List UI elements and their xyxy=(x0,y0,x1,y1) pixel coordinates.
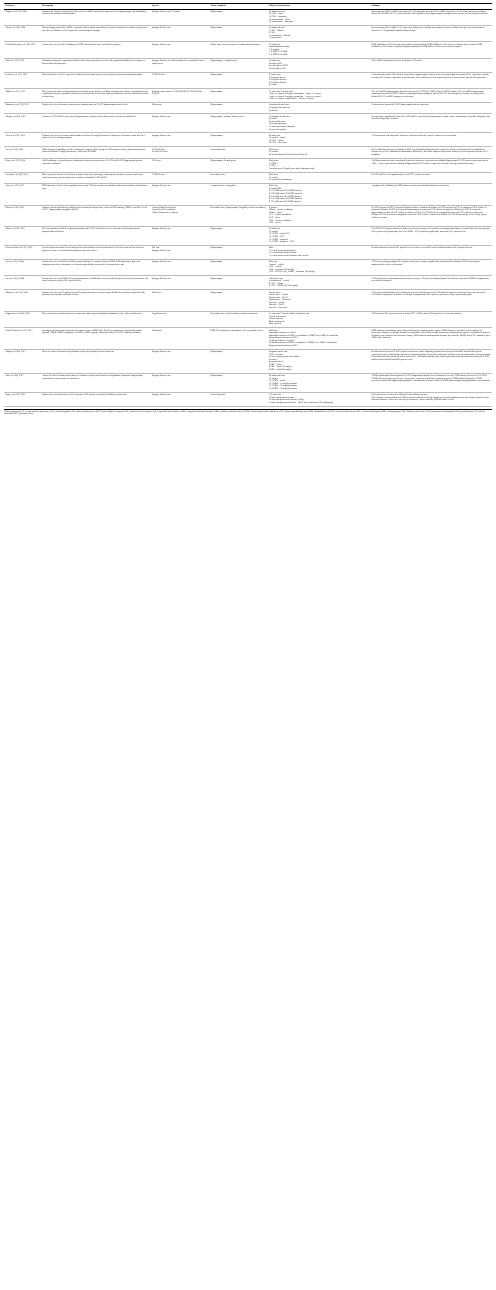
species-cell: Wistar rats xyxy=(150,328,209,350)
description-cell: DHK blockade of Glt-1 in the amygdala assessed by ICSS for an index of anhedonia and anxious behavior and behavior tests xyxy=(41,184,151,206)
subjects-cell: 6 groups: Wistar + control conditions Wistar + stress CLF + control conditions CLF + stress CHF + control conditions CHF + stress xyxy=(267,205,369,227)
reference-cell: Zhu et al. [46], 2017 xyxy=(4,373,41,392)
description-cell: Effect of icariin on behavior and glutamate system in prenatally stressed male rats xyxy=(41,349,151,373)
findings-cell: Prenatal stress significantly reduced EAAT2 mRNA expression in hippocampus, frontal cortex, and striatum of juvenile offspring, with associated depressive behavior xyxy=(370,114,492,133)
findings-cell: Social isolation decreased Glt-1 protein levels; exercise reversed the social isolation-induced Glt-1 protein decrease xyxy=(370,245,492,259)
species-cell: Long-Evans rats xyxy=(150,311,209,327)
reference-cell: Rappeneau et al. [40], 2016 xyxy=(4,311,41,327)
table-row xyxy=(4,184,492,206)
findings-cell: EAAT2 mRNA levels significantly lower in PFC of depressed mice xyxy=(370,172,492,183)
tissue-cell: Lateral habenula xyxy=(209,392,268,406)
tissue-cell: Hippocampus xyxy=(209,227,268,246)
species-cell: FSL rats Sprague-Dawley rats xyxy=(150,245,209,259)
table-row xyxy=(4,72,492,88)
tissue-cell: Hippocampus xyxy=(209,72,268,88)
description-cell: Mice exposed to chronic social defeat to induce depressive phenotype, subsequent evaluation of sucrose preference, social interaction, and prefrontal cortex markers including EAAT2 mRNA xyxy=(41,172,151,183)
description-cell: AQP4 wild-type vs. knockout mice administered chronic corticosterone; EAAT1 and EAAT2 hippocampal protein expression evaluated xyxy=(41,158,151,172)
reference-cell: Gourley et al. [22], 2012 xyxy=(4,72,41,88)
description-cell: Examine EAAT2 mRNA expression in hippocampus, striatum, and frontal cortex of rat after prenatal stress xyxy=(41,114,151,133)
tissue-cell: Hippocampus xyxy=(209,259,268,275)
reference-cell: Gómez-Galán et al. [32], 2016 xyxy=(4,245,41,259)
findings-cell: CUS decreased hippocampal Glt-1 protein expression; ketamine significantly attenuated this reduction; K252a pretreatment antagonized the effects of ketamine xyxy=(370,259,492,275)
table-row xyxy=(4,114,492,133)
table-row xyxy=(4,373,492,392)
subjects-cell: Adult male rats: 8 nonstressed + vehicle 8 CUS + vehicle 8 CUS + GEBR-7b (0.05 mg/kg) xyxy=(267,276,369,290)
tissue-cell: Hippocampus xyxy=(209,245,268,259)
table-row xyxy=(4,133,492,147)
header-tissue: Tissue examined xyxy=(209,4,268,10)
species-cell: Carioca High-Freezing rats Carioca Low-Freezing rats Albino Wistar rats as controls xyxy=(150,205,209,227)
findings-cell: CUS associated with depressive behaviors, and decreased Glt-1 protein; fluoxetine reversed both xyxy=(370,133,492,147)
findings-cell: CSDS reduced Glt-1 protein levels in female PFC; CSDS reduced Glt-1 protein levels in male striatum xyxy=(370,311,492,327)
tissue-cell: Central nucleus of amygdala xyxy=(209,184,268,206)
species-cell: Sprague-Dawley rats xyxy=(150,133,209,147)
findings-cell: Prenatal stress decreased EAAT2 protein expression in male offspring; prenatal stress increased mGluR1 and mGluR5 protein expression in male offspring; prenatal stress offspring displayed decreased exploratory behavior, increased immobility, chronic prenatal icariin administration increased sucrose preference, reduced immobility time; chronic prenatal icariin administration increased EAAT2, and decreased mGluR1/mGluR5 protein levels xyxy=(370,349,492,373)
species-cell: C57BL/6 mice xyxy=(150,172,209,183)
table-row xyxy=(4,328,492,350)
table-row xyxy=(4,58,492,72)
findings-cell: CUS increased immobility in tail suspension test; zinc chloride prevented CUS-induced depressive behavior; fluoxetine prevented CUS-induced depressive behavior; no changes in hippocampal Glt-1 protein expression in any experimental group xyxy=(370,290,492,312)
species-cell: CD1 mice xyxy=(150,158,209,172)
subjects-cell: 112 male rats: 10 days intraperitoneal saline 10 days intraperitoneal ethanol (2 g/kg) 10 days intraperitoneal ethanol + last 3 days ceftriaxone (200 mg/kg/day) xyxy=(267,392,369,406)
subjects-cell: Male rats: Infralimbic infusion of vehicle Infralimbic infusion of DHK or veratridine or NBQX or α-AMPA or cilobrosin Intraperitoneal infusion of pCPA Prelimbic infusion of vehicle Prelimbic infusion of DHK or veratridine or NBQX or α-AMPA or cilobrosin Intraperitoneal infusion of pCPA xyxy=(267,328,369,350)
description-cell: Examine the effect of Glt-1 inhibition by DHK on behavioral tests of mood and cognition xyxy=(41,42,151,58)
table-row xyxy=(4,25,492,41)
species-cell: Sprague-Dawley rats xyxy=(150,392,209,406)
reference-cell: John et al. [33], 2015 xyxy=(4,184,41,206)
subjects-cell: 30 adult male rats: 7 CRS + lithium 9 CRS 7 unrestrained + lithium 7 unrestrained xyxy=(267,25,369,41)
subjects-cell: Male mice: 5 AQP4+/+ 5 AQP−/− Corticosterone 20 mg/kg once daily subcutaneously xyxy=(267,158,369,172)
reference-cell: Cui et al. [30], 2014 xyxy=(4,147,41,158)
table-row xyxy=(4,349,492,373)
tissue-cell: Hippocampus xyxy=(209,349,268,373)
tissue-cell: Hippocampus, striatum, frontal cortex xyxy=(209,114,268,133)
description-cell: Effect of riluzole on Glt-1 expression and behavior in rodent acute stress and chronic corticosteroid administration xyxy=(41,72,151,88)
species-cell: C57BL/6 mice xyxy=(150,72,209,88)
description-cell: Glutamate transporter expression in behaviorally characterized lines of rats with congenital liability to or resistance to stress-induced helplessness xyxy=(41,58,151,72)
findings-cell: Glt-1 protein levels reduced in LHb of alcohol-withdrawal rats; Glt-1 protein levels normalized in LHb of alcohol-withdrawal rats by ceftriaxone; alcohol-withdrawal rats have higher depressive and anxious behaviors – these are reversed by ceftriaxone, and reversed by DHK blockade of Glt-1 xyxy=(370,392,492,406)
subjects-cell: 18 male rats: 6 helpless cLH 6 non-helpless cNLH 6 not-helpless cLH xyxy=(267,58,369,72)
tissue-cell: Hippocampus xyxy=(209,373,268,392)
subjects-cell: Female mice: Nonstressed + vehicle Nonstressed + ZnCl2 Nonstressed + fluoxetine Stressed + vehicle Stressed + ZnCl2 Stressed + fluoxetine xyxy=(267,290,369,312)
subjects-cell: 3-month-old male rats: 10 mg/kg corticosterone 6 placebo xyxy=(267,103,369,114)
reference-cell: Chen et al. [29], 2014 xyxy=(4,133,41,147)
findings-cell: AQP4 knockout mice had exacerbated depressive behaviors; corticosterone inhibited hippocampal EAAT2 protein expression only in AQP−/− mice; corticosterone inhibited hippocampal EAAT1 protein expression in both wild-type and knockout mice xyxy=(370,158,492,172)
subjects-cell: Pregnant female rats: CRS vs. control 2 male offspring from each mother: 8 control 8 prenatal stress 8 PRS + saline 8 PRS + icariin 20 mg/kg 8 PRS + icariin 40 mg/kg xyxy=(267,349,369,373)
findings-cell: SLC1A2 mRNA hippocampal expression decreased in C57BL/6J, 129S1/SvImJ, FVB/NJ strains; SLC1A2 mRNA hippocampal expression increased in DBA/2J strain; escitalopram and nortriptyline altered SLC1A2 in strain-specific manner, reversing stress-induced SLC1A2 mRNA changes in each strain xyxy=(370,89,492,103)
species-cell: Swiss mice xyxy=(150,290,209,312)
reference-cell: Mancino et al. [38], 2016 xyxy=(4,290,41,312)
subjects-cell: 72 male and 72 female mice: Acute vs. chronic 4 mg/kg escitalopram + stress vs. control Acute vs. chronic 5 mg/kg nortriptyline + stress vs. control Acute vs. chronic control saline + stress vs. control xyxy=(267,89,369,103)
species-cell: Sprague-Dawley rats xyxy=(150,184,209,206)
tissue-cell: Hippocampus xyxy=(209,89,268,103)
description-cell: Effect of propofol and ECS on glutamate uptake and EAAT1/2 protein levels, in rats depressed through chronic unpredictable mild stress xyxy=(41,227,151,246)
species-cell: Sprague-Dawley rats xyxy=(150,373,209,392)
reference-cell: Zhang et al. [44], 2017 xyxy=(4,349,41,373)
description-cell: Evaluate the effects of chronic unpredictable stress and 10 mg/kg fluoxetine on depressive behaviors in rats and Glt-1 protein levels in rat hippocampus xyxy=(41,133,151,147)
table-row xyxy=(4,311,492,327)
tissue-cell: Hippocampus, occipital cortex xyxy=(209,58,268,72)
reference-cell: Bauque et al. [25], 2004 xyxy=(4,9,41,25)
description-cell: Examine the effect of GEBR-7b (a phosphodiesterase 4D inhibitor) on chronically stressed rats in sucrose preference and forced swim test, and by Glt-1 protein levels xyxy=(41,276,151,290)
reference-cell: Malki et al. [37], 2012 xyxy=(4,89,41,103)
table-row xyxy=(4,103,492,114)
table-row xyxy=(4,392,492,406)
table-row xyxy=(4,42,492,58)
table-row xyxy=(4,89,492,103)
reference-cell: Bŕus et al. [41], 2015 xyxy=(4,205,41,227)
subjects-cell: 72 adult rats; Immunohistochemistry: 7–8 control 7–8 DHK 25.0 nM/d 7–8 DHK 50.0 nM/d xyxy=(267,42,369,58)
subjects-cell: 28 male mice: 6 6 μg/mL riluzole 6 30 μg/mL riluzole 6 60 μg/mL riluzole 6 control xyxy=(267,72,369,88)
findings-cell: GLAST/EAAT1 protein showed no difference between groups; Glt-1 protein was significantly higher in control than other four groups; Glt-1 protein was significantly lower in CUMS + ECS; propofol significantly increased Glt-1 protein levels xyxy=(370,227,492,246)
reference-cell: Zhou et al. [45], 2015 xyxy=(4,227,41,246)
table-body xyxy=(4,9,492,406)
table-footnote: AQP4, aquaporin-4; CA3, cornu ammonis subregion 3; CEA, central amygdala; CRS, chronic restraint stress; CHF, Carioca High-Freezing rats; CLF, Carioca Low-Freezing rats; cLH, congenital learned helpless; cNLH, congenital not-learned helpless; CSDS, chronic social defeat stress; CUMS, chronic unpredictable mild stress; CUS, chronic unpredictable stress; DHK, dihydrokainic acid; ECS, electroconvulsive shock; EEG, electroencephalogram; EMG, electromyogram; FSL, Flinders sensitive line; ICSS, intracranial self-stimulation; LHb, lateral habenula; NA, nucleus accumbens; PFC, prefrontal cortex. xyxy=(4,409,492,416)
tissue-cell: Prefrontal cortex xyxy=(209,172,268,183)
findings-cell: Stress increased Glt-1 mRNA CA3 expression; lithium prevents this stress-induced increase; lithium also prevents stress-induced decrease in CA3 pyramidal apical dendritic length xyxy=(370,25,492,41)
header-findings: Findings xyxy=(370,4,492,10)
table-row xyxy=(4,259,492,275)
tissue-cell: Hippocampus xyxy=(209,9,268,25)
reference-cell: Martisova et al. [39], 2012 xyxy=(4,103,41,114)
header-reference: Reference xyxy=(4,4,41,10)
subjects-cell: Male mice: 15 control 30 social defeat paradigm xyxy=(267,172,369,183)
table-row xyxy=(4,147,492,158)
description-cell: Assess the effect of subanesthetic doses of ketamine on depressed behavior and glutamate transporter hippocampal expression in a stress model of depression xyxy=(41,373,151,392)
tissue-cell: Prefrontal cortex, dorsal striatum, nucleus accumbens xyxy=(209,311,268,327)
studies-table xyxy=(4,3,492,407)
reference-cell: Zhang et al. [43], 2013 xyxy=(4,114,41,133)
findings-cell: Glt-1 inhibition increased excitability in LHb; Glt-1 inhibition displayed more depressive behavior and increased susceptibility to chronic stress; Glt-1 inhibition led disinhibited REM sleep; fluoxetine improved depressive behavior on tail suspension despite Glt-1 inhibition xyxy=(370,147,492,158)
findings-cell: Corticosterone increased EAAT2 hippocampal protein expression xyxy=(370,103,492,114)
reference-cell: Wood et al. [26], 2004 xyxy=(4,25,41,41)
tissue-cell: DHK Glt-1 blockade of infralimbic cortex, prelimbic cortex xyxy=(209,328,268,350)
subjects-cell: 60 adult rats: 12 control 12 CUMS + sham ECS 12 CUMS + ECS 12 CUMS + propofol 12 CUMS + propofol + ECS xyxy=(267,227,369,246)
tissue-cell: Hippocampus xyxy=(209,103,268,114)
subjects-cell: Rats: 7 of each strain: group-housed 7 of each strain: social isolation 7 of each strain: social isolation with exercise xyxy=(267,245,369,259)
findings-cell: CUMS significantly downregulated EAAT2/3 hippocampal protein levels; ketamine reversed CUMS-induced decrease in EAAT2/3; CUMS decreased sucrose preference, locomotion, exploratory behavior; ketamine reversed CUMS-induced behaviors; CUMS increased extracellular hippocampal glutamate concentration; ketamine reduced CUMS-induced hippocampal glutamate concentrations xyxy=(370,373,492,392)
subjects-cell: Male rats: 8 control PBS 8 3.125 nM intra-CEA-DHK infusion 8 1.563 nM intra-CEA-DHK infusion 8 6.25 nM intra-CEA-DHK infusion 8 9.375 nM intra-CEA-DHK infusion 8 12.5 nM intra-CEA-DHK infusion xyxy=(267,184,369,206)
table-row xyxy=(4,290,492,312)
species-cell: Sprague-Dawley rats xyxy=(150,259,209,275)
tissue-cell: Hippocampus xyxy=(209,276,268,290)
species-cell: Sprague-Dawley rats xyxy=(150,349,209,373)
tissue-cell: Hippocampus, Dentate gyrus xyxy=(209,158,268,172)
findings-cell: Stress increased Glt-1a mRNA and protein in CA3; tianeptine prevents Glt-1a mRNA increase in CA3; neither stress nor tianeptine altered Glt-1b mRNA in CA3 stress increases Glt-1b protein across hippocampus; tianeptine does not prevent Glt-1b protein increase xyxy=(370,9,492,25)
description-cell: Examine the effect of 10 mg/kg zinc and 10 mg/kg fluoxetine on chronic unpredictable stress-induced depressive-like behaviors and synaptic molecules in mice xyxy=(41,290,151,312)
description-cell: Examine chronic mild stress in high and low anxious phenotype mice; effect on DNA damage, NMDA, and Glt-1 levels in PFC, hippocampus, amygdala, and NA xyxy=(41,205,151,227)
tissue-cell: Whole brain coronal sections for immunohistochemistry xyxy=(209,42,268,58)
species-cell: Sprague-Dawley rats xyxy=(150,227,209,246)
tissue-cell: Hippocampus xyxy=(209,25,268,41)
species-cell: Sprague-Dawley rats xyxy=(150,42,209,58)
reference-cell: Kang et al. [34], 2018 xyxy=(4,392,41,406)
description-cell: Examine the effect of K252a (a TrkB receptor inhibitor) to examine whether BDNF-TrkB signaling is part of the antidepressant effect of ketamine in a chronic unpredictable stress model of depression in rats xyxy=(41,259,151,275)
description-cell: RNA expression study in hippocampal across inbred mouse strains to evaluate antidepressant effects of nortriptyline and escitalopram on gene expression in chronic stress-induced (forced swim, maternal separation, chronic mild stress) models of depression xyxy=(41,89,151,103)
subjects-cell: 40 adult male rats: 10 CRS + saline 10 CRS + tianeptine 10 unrestrained + saline 10 unrestrained + tianeptine xyxy=(267,9,369,25)
header-subjects: Subject characteristics xyxy=(267,4,369,10)
reference-cell: Liu et al. [35], 2016a xyxy=(4,259,41,275)
findings-cell: Amygdala Glt-1 inhibition by DHK induces anxiety and anhedonic/depressive behaviors xyxy=(370,184,492,206)
reference-cell: Bechtholt-Gompf et al. [28], 2010 xyxy=(4,42,41,58)
species-cell: Wistar rats xyxy=(150,103,209,114)
findings-cell: EAAT2 decreased in PFC of stressed Wistars relative to unstressed Wistars; EAAT2 increased in PFC of unstressed CHF relative to unstressed Wistars; EAAT2 increased in hippocampus of unstressed CLF relative to unstressed Wistars; EAAT2 decreased in hippocampus of stressed CLF relative to unstressed CLF; EAAT2 decreased in amygdala of stressed CLF relative to unstressed Wistars; EAAT2 decreased in amygdala of stressed CHF relative to unstressed Wistars; EAAT2 did not change in NA of any group relative to control xyxy=(370,205,492,227)
subjects-cell: 18 pregnant female rats: 6 control 6 early-natal stress 6 late-prenatal stress 72 male and female offspring 4 from each mother xyxy=(267,114,369,133)
species-cell: 4 inbred mouse strains: C57BL/6J DBA/2J 129S1/SvImJ FVB/NJ xyxy=(150,89,209,103)
reference-cell: Kong et al. [37], 2014 xyxy=(4,158,41,172)
reference-cell: Liu et al. [36], 2016b xyxy=(4,276,41,290)
subjects-cell: Male mice: 51 control 46 lateral habenula Glt-1 knockout (floxed) xyxy=(267,147,369,158)
table-row xyxy=(4,276,492,290)
findings-cell: DHK infusion in infralimbic cortex induced behavioral antidepressant response; DHK infusion to prelimbic cortex induced no behavioral response; veratridine infusion to infralimbic cortex induced rapid behavioral antidepressant response; veratridine infusion to prelimbic cortex induced no behavioral change; DHK-induced antidepressant response prevented by NBQX and pCPA, mimicked by α-AMPA and cilobrosin xyxy=(370,328,492,350)
table-row xyxy=(4,245,492,259)
tissue-cell: Hippocampus xyxy=(209,290,268,312)
description-cell: Examine the chronic restraint stress effect on Glt-1 mRNA and protein expression in rat hippocampus, and modulating effects of the antidepressant tianeptine xyxy=(41,9,151,25)
tissue-cell: Lateral habenula xyxy=(209,147,268,158)
description-cell: Genetic depression model in rats subjected to social isolation to assess molecular effects, then assessed for effects of physical exercise on social isolation-induced molecular effects xyxy=(41,245,151,259)
tissue-cell: Prefrontal cortex, hippocampus, amygdala, nucleus accumbens xyxy=(209,205,268,227)
subjects-cell: Male rats: Control + vehicle CUS + vehicle CUS + ketamine (10 mg/kg) CUS + K252a (1 μL, 2 mM) + ketamine (10 mg/kg) xyxy=(267,259,369,275)
table-row xyxy=(4,9,492,25)
table-row xyxy=(4,158,492,172)
reference-cell: Gasull-Camós et al. [31], 2017 xyxy=(4,328,41,350)
description-cell: Measure hippocampal Glt-1 mRNA expression and neuronal remodeling in chronic restraint stress models of depression, and effect of lithium on Glt-1 expression and histological findings xyxy=(41,25,151,41)
description-cell: Explore the effect of chronic corticosterone administration on EAAT2 hippocampal protein levels xyxy=(41,103,151,114)
species-cell: Sprague-Dawley rats, CD strain xyxy=(150,9,209,25)
species-cell: Sprague-Dawley rats xyxy=(150,25,209,41)
findings-cell: CUS decreased rat exploration and movement velocity; CUS decreased hippocampal Glt-1 protein expression; GEBR-7b significantly reversed this reduction xyxy=(370,276,492,290)
description-cell: Explore the correlation between Glt-1 function, LHb activity, and alcohol withdrawal depression xyxy=(41,392,151,406)
table-row xyxy=(4,172,492,183)
tissue-cell: Hippocampus xyxy=(209,133,268,147)
description-cell: Investigate the behavioral and molecular effects in rats of DHK (Glt-1 blocker), veratridine (a nonspecific sodium agonist), NBQX (AMPA antagonist), α-AMPA (AMPA agonist), cilobrosin, and pCPA (5-HT synthesis inhibitor) xyxy=(41,328,151,350)
description-cell: Effect of chronic social defeat stress on depressive phenotype and glutamate-glutamine cycle, with sex differences xyxy=(41,311,151,327)
reference-cell: Zink et al. [47], 2010 xyxy=(4,58,41,72)
species-cell: C57BL/6J mice Floxed Glt-1 mice xyxy=(150,147,209,158)
subjects-cell: 51 male and 72 female adult Long-Evans rats: Female nonstressed Female stressed Male nonstressed Male stressed xyxy=(267,311,369,327)
findings-cell: Corticosteroids reduce Glt-1 protein expression in hippocampus; riluzole restores steroid-suppressed protein Glt-1 expression; riluzole increases Glt-1 protein expression in steroid-naive mice; riluzole prevents despair behavior in forced swim, but not tail suspension xyxy=(370,72,492,88)
table-row xyxy=(4,205,492,227)
findings-cell: Glt-1 mRNA and protein decrease in helpless cLH cohort xyxy=(370,58,492,72)
subjects-cell: 60 adult male rats: 12 control 12 CUMS + saline 12 CUMS + 10 mg/kg ketamine 12 CUMS + 30 mg/kg ketamine 12 CUMS + 50 mg/kg ketamine xyxy=(267,373,369,392)
reference-cell: Veeraiah et al. [42], 2014 xyxy=(4,172,41,183)
header-description: Description xyxy=(41,4,151,10)
species-cell: Sprague-Dawley rats xyxy=(150,114,209,133)
findings-cell: DHK inhibition of Glt-1 increases intracranial self-stimulation; DHK inhibition of Glt-1 does not change place aversion; DHK inhibition of Glt-1 induces spatial navigation impairment; DHK induces c-Fos in several brain regions xyxy=(370,42,492,58)
table-row xyxy=(4,227,492,246)
header-species: Species xyxy=(150,4,209,10)
subjects-cell: 60 male rats: 20 control + saline 20 CUS + saline 20 CUS + fluoxetine xyxy=(267,133,369,147)
species-cell: Sprague-Dawley rats xyxy=(150,276,209,290)
description-cell: DHK and genetic inhibition of Glt-1 transporter in mouse LHb, testing for LHb neuronal activity, behavioral response (with and without 20 mg/kg fluoxetine), and sleep EEG/EMG xyxy=(41,147,151,158)
species-cell: Sprague-Dawley rats, subtests inbred for congenital learned helplessness xyxy=(150,58,209,72)
